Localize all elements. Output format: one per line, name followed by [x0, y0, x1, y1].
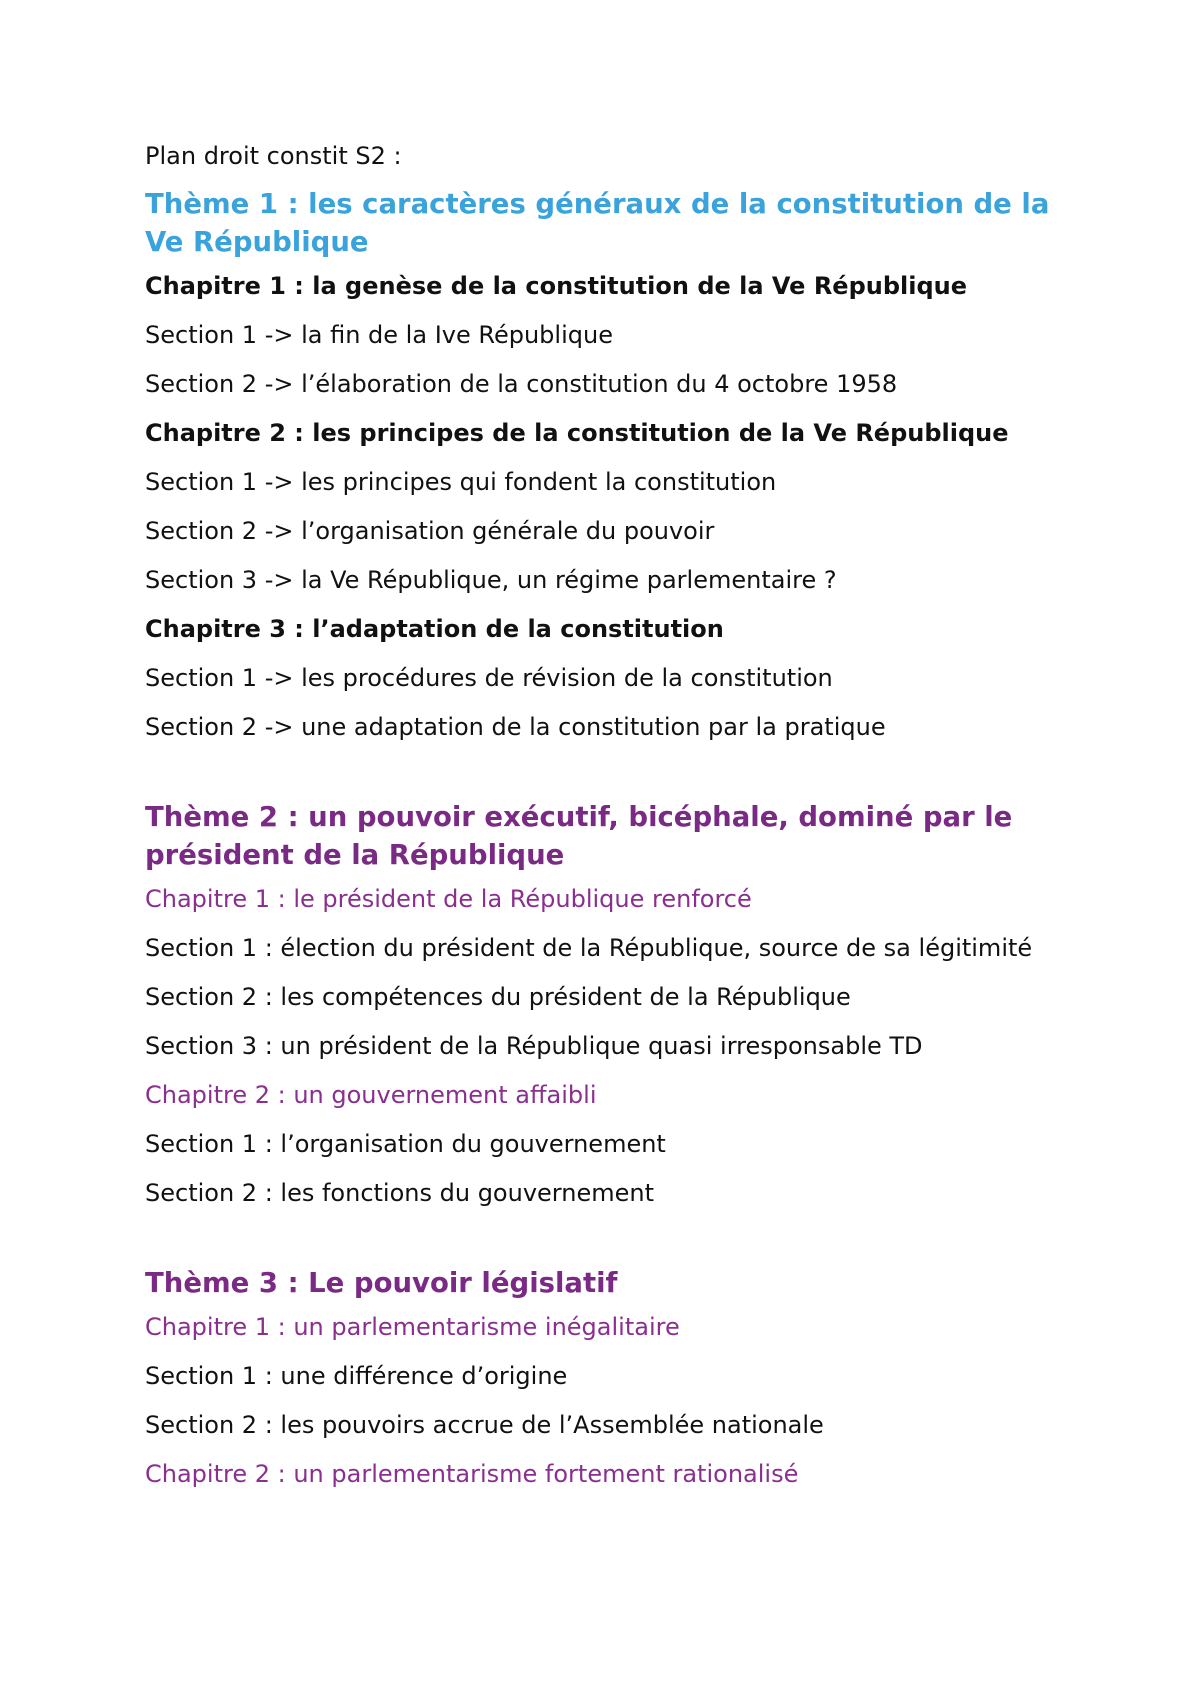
theme-1-chapitre-3-section-1: Section 1 -> les procédures de révision de la constitution [145, 664, 833, 692]
theme-2-chapitre-1-section-2: Section 2 : les compétences du président de la République [145, 983, 851, 1011]
spacer [145, 1227, 1065, 1264]
theme-1-chapitre-2: Chapitre 2 : les principes de la constitution de la Ve République [145, 419, 1009, 447]
document-title: Plan droit constit S2 : [145, 142, 402, 170]
theme-1-chapitre-1-section-1: Section 1 -> la fin de la Ive République [145, 321, 613, 349]
theme-2-chapitre-2: Chapitre 2 : un gouvernement affaibli [145, 1081, 597, 1109]
theme-2-heading: Thème 2 : un pouvoir exécutif, bicéphale, dominé par le président de la République [145, 801, 1013, 871]
theme-3-chapitre-1-section-2: Section 2 : les pouvoirs accrue de l’Assemblée nationale [145, 1411, 824, 1439]
theme-2-chapitre-2-section-1: Section 1 : l’organisation du gouvernement [145, 1130, 666, 1158]
theme-2-chapitre-1: Chapitre 1 : le président de la République renforcé [145, 885, 752, 913]
theme-3-heading: Thème 3 : Le pouvoir législatif [145, 1267, 618, 1299]
theme-1-chapitre-1-section-2: Section 2 -> l’élaboration de la constitution du 4 octobre 1958 [145, 370, 898, 398]
theme-3-chapitre-1: Chapitre 1 : un parlementarisme inégalitaire [145, 1313, 680, 1341]
theme-3-chapitre-2: Chapitre 2 : un parlementarisme fortement rationalisé [145, 1460, 799, 1488]
theme-2-chapitre-1-section-1: Section 1 : élection du président de la République, source de sa légitimité [145, 934, 1033, 962]
theme-2-chapitre-1-section-3: Section 3 : un président de la République quasi irresponsable TD [145, 1032, 923, 1060]
theme-1-chapitre-2-section-1: Section 1 -> les principes qui fondent la constitution [145, 468, 777, 496]
theme-1-chapitre-2-section-3: Section 3 -> la Ve République, un régime parlementaire ? [145, 566, 837, 594]
theme-1-chapitre-1: Chapitre 1 : la genèse de la constitution de la Ve République [145, 272, 968, 300]
theme-1-chapitre-3: Chapitre 3 : l’adaptation de la constitution [145, 615, 724, 643]
theme-1-heading: Thème 1 : les caractères généraux de la constitution de la Ve République [145, 188, 1050, 258]
theme-3-chapitre-1-section-1: Section 1 : une différence d’origine [145, 1362, 568, 1390]
theme-2-chapitre-2-section-2: Section 2 : les fonctions du gouvernement [145, 1179, 654, 1207]
spacer [145, 761, 1065, 798]
theme-1-chapitre-3-section-2: Section 2 -> une adaptation de la constitution par la pratique [145, 713, 886, 741]
theme-1-chapitre-2-section-2: Section 2 -> l’organisation générale du pouvoir [145, 517, 715, 545]
document-body [145, 141, 1065, 1508]
